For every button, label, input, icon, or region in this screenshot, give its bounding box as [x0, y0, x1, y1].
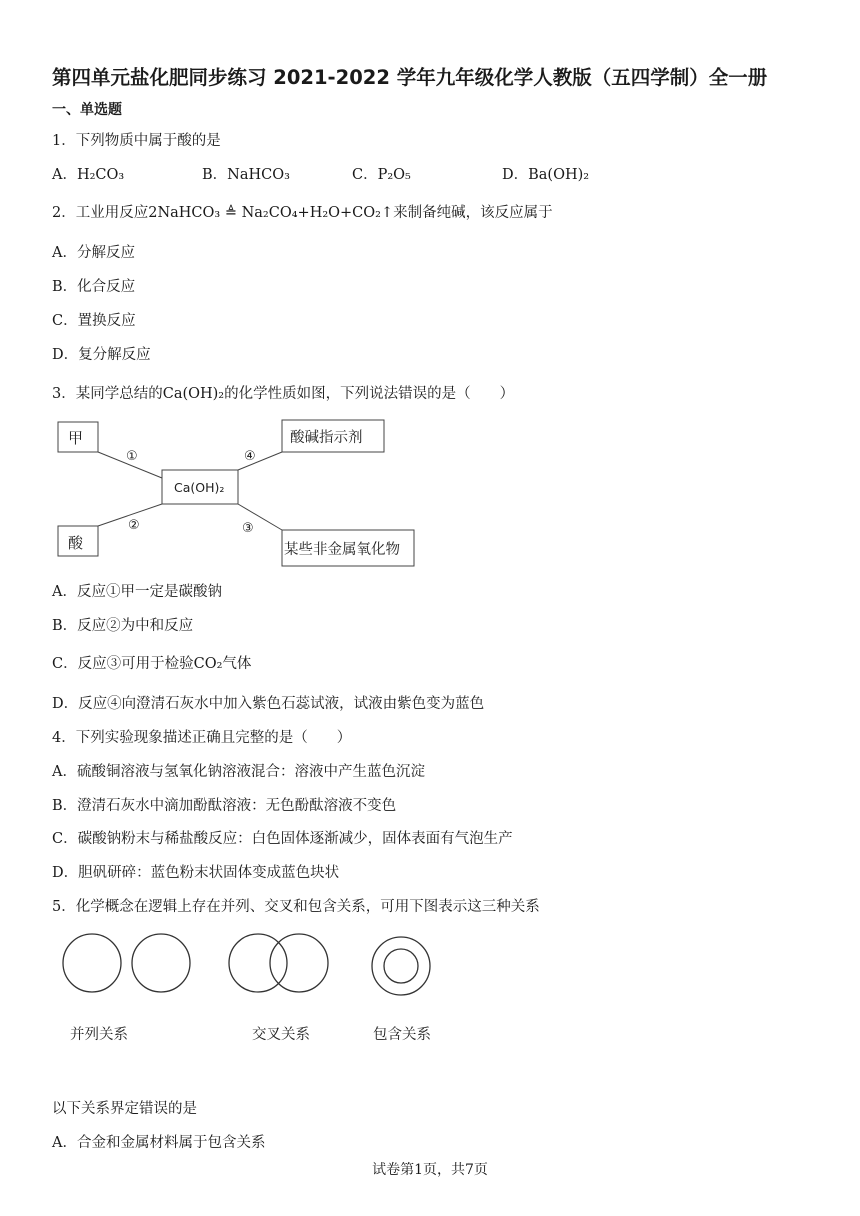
label-2: ② — [128, 518, 140, 533]
q4-option-a: A．硫酸铜溶液与氢氧化钠溶液混合：溶液中产生蓝色沉淀 — [52, 764, 425, 780]
label-3: ③ — [242, 521, 254, 536]
q2-stem-pre: 2．工业用反应 — [52, 205, 149, 221]
q3-option-c: C．反应③可用于检验CO₂气体 — [52, 656, 252, 672]
label-nonmetal-oxide: 某些非金属氧化物 — [284, 542, 400, 558]
contain-circle-inner — [384, 949, 418, 983]
parallel-circle-right — [132, 934, 190, 992]
section-heading: 一、单选题 — [52, 102, 122, 118]
question-2-stem — [52, 201, 553, 222]
page-title: 第四单元盐化肥同步练习 2021-2022 学年九年级化学人教版（五四学制）全一册 — [52, 66, 768, 89]
label-acid: 酸 — [68, 534, 84, 552]
q2-option-c: C．置换反应 — [52, 313, 136, 329]
q4-option-d: D．胆矾研碎：蓝色粉末状固体变成蓝色块状 — [52, 865, 340, 881]
label-1: ① — [126, 449, 138, 464]
contain-circle-outer — [372, 937, 430, 995]
q2-option-b: B．化合反应 — [52, 279, 136, 295]
q3-option-d: D．反应④向澄清石灰水中加入紫色石蕊试液，试液由紫色变为蓝色 — [52, 696, 485, 712]
q2-option-d: D．复分解反应 — [52, 347, 151, 363]
parallel-circle-left — [63, 934, 121, 992]
q4-option-c: C．碳酸钠粉末与稀盐酸反应：白色固体逐渐减少，固体表面有气泡生产 — [52, 831, 513, 847]
q2-option-a: A．分解反应 — [52, 245, 135, 261]
relations-diagram — [56, 922, 456, 1052]
q1-option-b: B．NaHCO₃ — [202, 167, 290, 183]
q4-option-b: B．澄清石灰水中滴加酚酞溶液：无色酚酞溶液不变色 — [52, 798, 397, 814]
q1-option-d: D．Ba(OH)₂ — [502, 167, 590, 183]
q2-stem-post: 来制备纯碱，该反应属于 — [393, 205, 553, 221]
question-5-stem: 5．化学概念在逻辑上存在并列、交叉和包含关系，可用下图表示这三种关系 — [52, 899, 540, 915]
q5-option-a: A．合金和金属材料属于包含关系 — [52, 1135, 266, 1151]
label-4: ④ — [244, 449, 256, 464]
q3-option-a: A．反应①甲一定是碳酸钠 — [52, 584, 222, 600]
question-1-stem: 1．下列物质中属于酸的是 — [52, 133, 221, 149]
cross-circle-right — [270, 934, 328, 992]
label-jia: 甲 — [68, 429, 84, 447]
caoh2-diagram — [50, 414, 430, 574]
q3-option-b: B．反应②为中和反应 — [52, 618, 194, 634]
q5-follow-text: 以下关系界定错误的是 — [52, 1101, 197, 1117]
question-4-stem: 4．下列实验现象描述正确且完整的是（ ） — [52, 730, 352, 746]
q1-option-a: A．H₂CO₃ — [52, 167, 125, 183]
label-cross: 交叉关系 — [252, 1027, 310, 1043]
q2-equation: 2NaHCO₃ ≜ Na₂CO₄+H₂O+CO₂↑ — [148, 205, 394, 221]
label-contain: 包含关系 — [373, 1027, 431, 1043]
question-3-stem: 3．某同学总结的Ca(OH)₂的化学性质如图，下列说法错误的是（ ） — [52, 386, 515, 402]
page-footer: 试卷第1页，共7页 — [372, 1162, 488, 1178]
label-parallel: 并列关系 — [70, 1027, 128, 1043]
label-center: Ca(OH)₂ — [174, 480, 225, 495]
label-indicator: 酸碱指示剂 — [290, 430, 363, 446]
q1-option-c: C．P₂O₅ — [352, 167, 411, 183]
